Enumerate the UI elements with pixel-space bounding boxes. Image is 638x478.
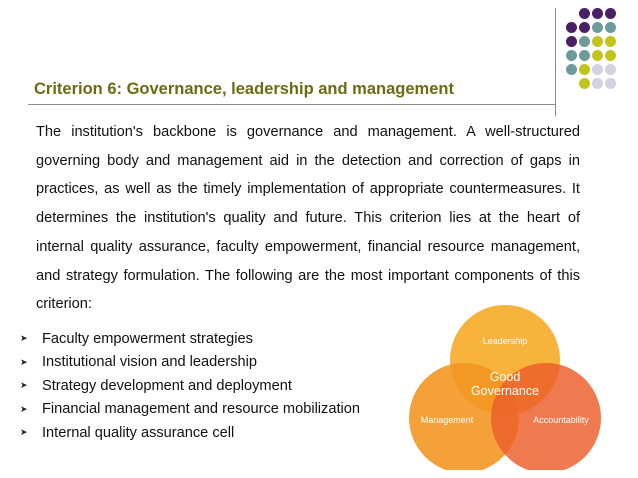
- arrow-bullet-icon: ➤: [20, 380, 28, 391]
- arrow-bullet-icon: ➤: [20, 333, 28, 344]
- venn-center-line1: Good: [489, 370, 521, 384]
- decorative-dot: [566, 36, 577, 47]
- venn-label-accountability: Accountability: [533, 415, 589, 425]
- list-item: [20, 398, 360, 422]
- list-item: [20, 421, 360, 445]
- decorative-dot: [579, 64, 590, 75]
- bullet-text: Strategy development and deployment: [42, 377, 292, 394]
- list-item: [20, 351, 360, 375]
- decorative-dot: [592, 64, 603, 75]
- decorative-dot: [579, 8, 590, 19]
- decorative-dot: [579, 22, 590, 33]
- body-paragraph: The institution's backbone is governance and management. A well-structured governing body and management aid in the detection and correction of gaps in practices, as well as the timely implementation of appropriate countermeasures. It determines the institution's quality and future. This criterion lies at the heart of internal quality assurance, faculty empowerment, financial resource management, and strategy formulation. The following are the most important components of this criterion:: [36, 124, 580, 313]
- venn-label-leadership: Leadership: [482, 336, 528, 346]
- decorative-dot: [605, 78, 616, 89]
- arrow-bullet-icon: ➤: [20, 403, 28, 414]
- bullet-text: Financial management and resource mobilization: [42, 401, 360, 418]
- decorative-dot: [592, 22, 603, 33]
- decorative-dot: [592, 78, 603, 89]
- governance-venn-diagram: [401, 300, 601, 470]
- decorative-dot: [579, 36, 590, 47]
- decorative-dot: [605, 36, 616, 47]
- decorative-dot-grid: [566, 8, 630, 92]
- decorative-dot: [566, 50, 577, 61]
- vertical-divider: [555, 8, 556, 116]
- bullet-text: Institutional vision and leadership: [42, 354, 257, 371]
- decorative-dot: [566, 22, 577, 33]
- decorative-dot: [566, 64, 577, 75]
- bullet-text: Faculty empowerment strategies: [42, 330, 253, 347]
- decorative-dot: [605, 64, 616, 75]
- decorative-dot: [579, 78, 590, 89]
- slide-title: Criterion 6: Governance, leadership and management: [34, 80, 454, 98]
- decorative-dot: [592, 8, 603, 19]
- bullet-list: [20, 327, 360, 445]
- decorative-dot: [605, 50, 616, 61]
- horizontal-divider: [28, 104, 555, 105]
- decorative-dot: [592, 36, 603, 47]
- arrow-bullet-icon: ➤: [20, 427, 28, 438]
- venn-center-line2: Governance: [470, 384, 540, 398]
- arrow-bullet-icon: ➤: [20, 356, 28, 367]
- decorative-dot: [592, 50, 603, 61]
- decorative-dot: [579, 50, 590, 61]
- venn-label-management: Management: [420, 415, 474, 425]
- decorative-dot: [605, 22, 616, 33]
- list-item: [20, 374, 360, 398]
- list-item: [20, 327, 360, 351]
- decorative-dot: [605, 8, 616, 19]
- bullet-text: Internal quality assurance cell: [42, 424, 235, 441]
